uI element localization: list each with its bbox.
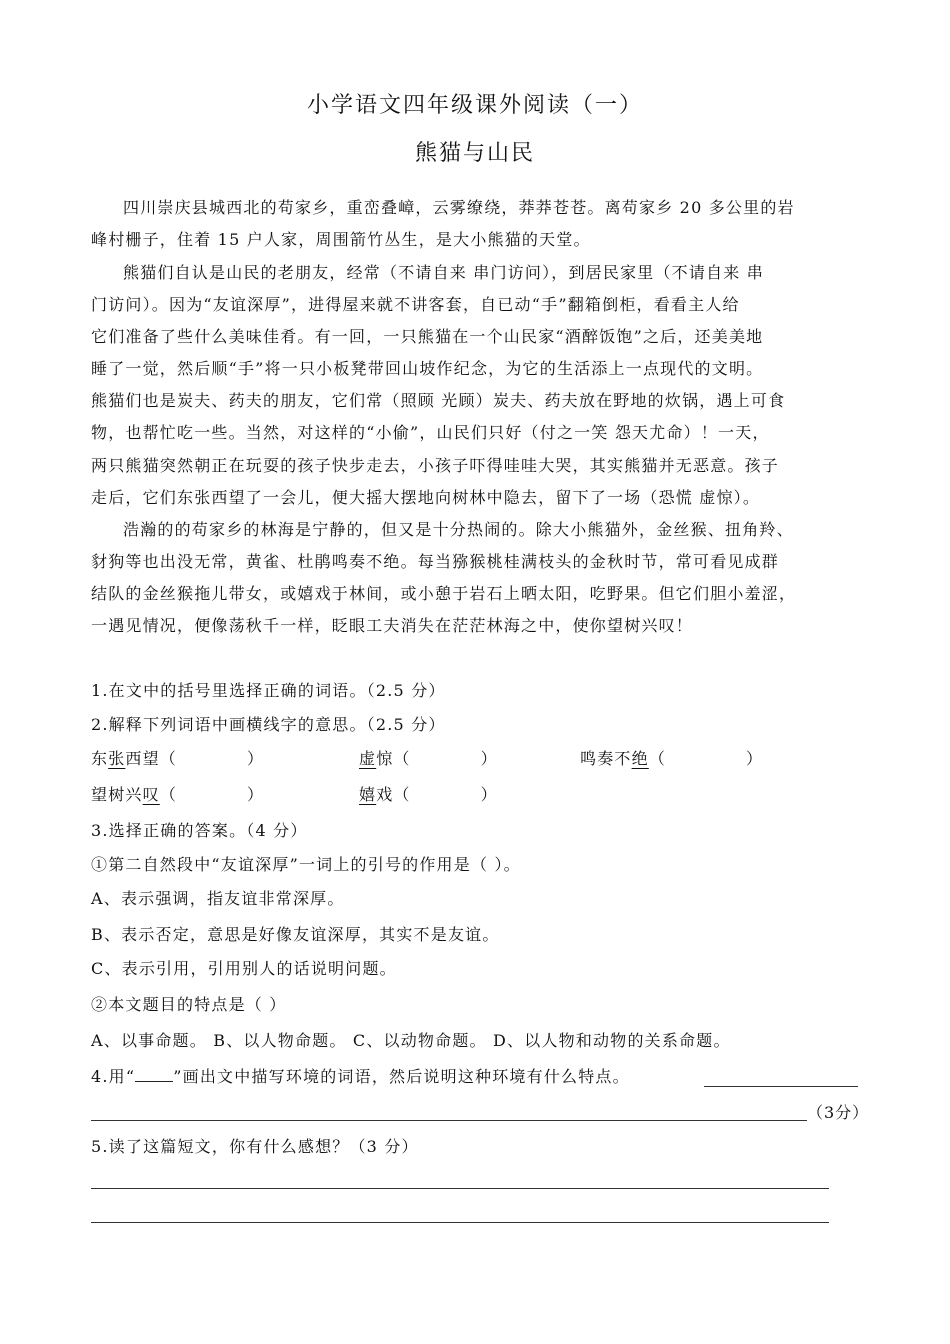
question-3-2: ②本文题目的特点是（ ） xyxy=(91,995,287,1014)
vocab-item: 望树兴叹（ ） xyxy=(91,785,265,804)
passage-line: 熊猫们也是炭夫、药夫的朋友，它们常（照顾 光顾）炭夫、药夫放在野地的炊锅，遇上可食 xyxy=(91,391,786,410)
answer-line[interactable] xyxy=(704,1086,858,1087)
passage-line: 浩瀚的的苟家乡的林海是宁静的，但又是十分热闹的。除大小熊猫外，金丝猴、扭角羚、 xyxy=(123,520,794,539)
passage-line: 熊猫们自认是山民的老朋友，经常（不请自来 串门访问），到居民家里（不请自来 串 xyxy=(123,263,764,282)
underlined-char: 嬉 xyxy=(359,785,377,804)
question-2: 2.解释下列词语中画横线字的意思。（2.5 分） xyxy=(91,715,446,734)
underline-sample xyxy=(135,1067,173,1082)
vocab-item: 嬉戏（ ） xyxy=(359,785,498,804)
question-4: 4.用“ ”画出文中描写环境的词语，然后说明这种环境有什么特点。 xyxy=(91,1067,630,1086)
passage-line: 两只熊猫突然朝正在玩耍的孩子快步走去，小孩子吓得哇哇大哭，其实熊猫并无恶意。孩子 xyxy=(91,456,780,475)
page-title: 小学语文四年级课外阅读（一） xyxy=(306,93,643,118)
underlined-char: 虚 xyxy=(359,749,377,768)
score-label: （3分） xyxy=(807,1103,870,1122)
answer-line[interactable] xyxy=(91,1120,807,1121)
question-5: 5.读了这篇短文，你有什么感想？（3 分） xyxy=(91,1137,419,1156)
option-b[interactable]: B、表示否定，意思是好像友谊深厚，其实不是友谊。 xyxy=(91,925,500,944)
question-3-2-options[interactable]: A、以事命题。 B、以人物命题。 C、以动物命题。 D、以人物和动物的关系命题。 xyxy=(91,1031,731,1050)
option-c[interactable]: C、表示引用，引用别人的话说明问题。 xyxy=(91,959,397,978)
underlined-char: 叹 xyxy=(142,785,160,804)
passage-line: 豺狗等也出没无常，黄雀、杜鹃鸣奏不绝。每当猕猴桃桂满枝头的金秋时节，常可看见成群 xyxy=(91,552,780,571)
vocab-item: 虚惊（ ） xyxy=(359,749,498,768)
passage-line: 物，也帮忙吃一些。当然，对这样的“小偷”，山民们只好（付之一笑 怨天尤命）！一天， xyxy=(91,423,770,442)
vocab-item: 东张西望（ ） xyxy=(91,749,265,768)
passage-line: 门访问）。因为“友谊深厚”，进得屋来就不讲客套，自已动“手”翻箱倒柜，看看主人给 xyxy=(91,295,740,314)
question-3-1: ①第二自然段中“友谊深厚”一词上的引号的作用是（ ）。 xyxy=(91,855,521,874)
answer-line[interactable] xyxy=(91,1188,829,1189)
answer-line[interactable] xyxy=(91,1222,829,1223)
passage-line: 它们准备了些什么美味佳肴。有一回，一只熊猫在一个山民家“酒醉饭饱”之后，还美美地 xyxy=(91,327,764,346)
underlined-char: 绝 xyxy=(631,749,649,768)
option-a[interactable]: A、表示强调，指友谊非常深厚。 xyxy=(91,889,345,908)
passage-line: 一遇见情况，便像荡秋千一样，眨眼工夫消失在茫茫林海之中，使你望树兴叹！ xyxy=(91,616,694,635)
question-3: 3.选择正确的答案。（4 分） xyxy=(91,821,308,840)
passage-line: 四川崇庆县城西北的苟家乡，重峦叠嶂，云雾缭绕，莽莽苍苍。离苟家乡 20 多公里的岩 xyxy=(123,198,795,217)
underlined-char: 张 xyxy=(108,749,126,768)
passage-line: 峰村栅子，住着 15 户人家，周围箭竹丛生，是大小熊猫的天堂。 xyxy=(91,230,591,249)
passage-line: 结队的金丝猴拖儿带女，或嬉戏于林间，或小憩于岩石上晒太阳，吃野果。但它们胆小羞涩， xyxy=(91,584,797,603)
vocab-item: 鸣奏不绝（ ） xyxy=(580,749,764,768)
passage-line: 走后，它们东张西望了一会儿，便大摇大摆地向树林中隐去，留下了一场（恐慌 虚惊）。 xyxy=(91,488,761,507)
passage-line: 睡了一觉，然后顺“手”将一只小板凳带回山坡作纪念，为它的生活添上一点现代的文明。 xyxy=(91,359,764,378)
passage-title: 熊猫与山民 xyxy=(414,141,535,166)
question-1: 1.在文中的括号里选择正确的词语。（2.5 分） xyxy=(91,681,446,700)
